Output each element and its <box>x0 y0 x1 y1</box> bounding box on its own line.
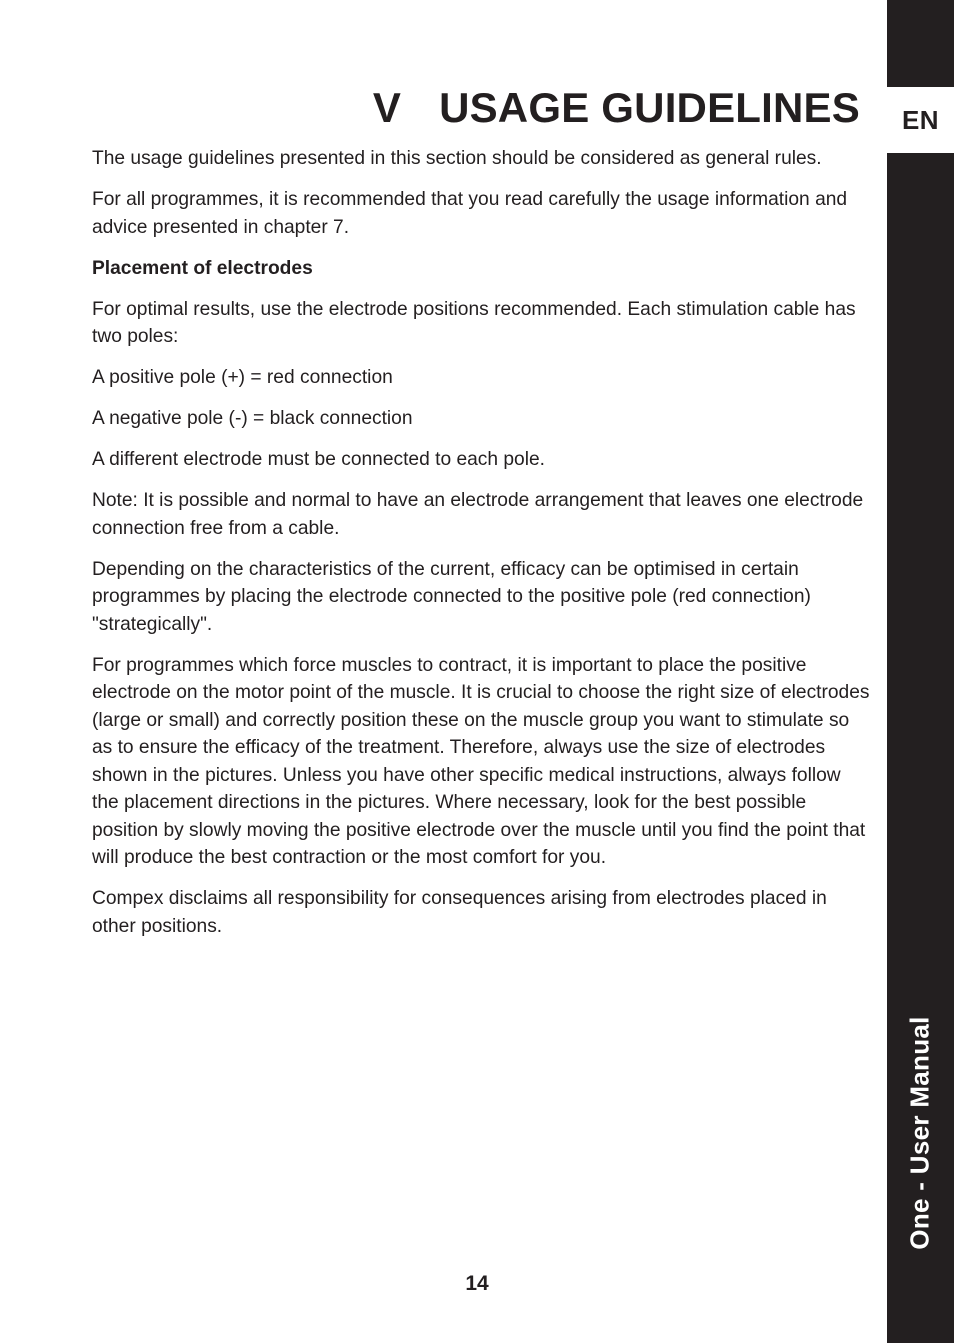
section-number: V <box>372 84 402 131</box>
programmes-note-paragraph: For all programmes, it is recommended that you read carefully the usage information and advice presented in chapter 7. <box>92 189 848 238</box>
language-tab: EN <box>887 87 954 153</box>
subheading-electrode-placement: Placement of electrodes <box>92 257 313 279</box>
paragraph-efficacy: Depending on the characteristics of the current, efficacy can be optimised in certain programmes by placing the electrode connected to the positive pole (red connection) "strategically". <box>92 558 811 635</box>
body-text <box>92 145 870 954</box>
paragraph-muscle-contraction: For programmes which force muscles to contract, it is important to place the positive electrode on the motor point of the muscle. It is crucial to choose the right size of electrodes (large or small) and correctly position these on the muscle group you want to stimulate so as to ensure the efficacy of the treatment. Therefore, always use the size of electrodes shown in the pictures. Unless you have other specific medical instructions, always follow the placement directions in the pictures. Where necessary, look for the best possible position by slowly moving the positive electrode over the muscle until you find the point that will produce the best contraction or the most comfort for you. <box>92 654 870 868</box>
page-number: 14 <box>465 1272 489 1295</box>
paragraph-note: Note: It is possible and normal to have an electrode arrangement that leaves one electrode connection free from a cable. <box>92 490 864 539</box>
paragraph-cable-poles: For optimal results, use the electrode positions recommended. Each stimulation cable has two poles: <box>92 298 856 347</box>
paragraph-disclaimer: Compex disclaims all responsibility for consequences arising from electrodes placed in other positions. <box>92 888 827 937</box>
section-title-text: USAGE GUIDELINES <box>439 84 860 131</box>
manual-title-vertical: One - User Manual <box>904 1016 935 1250</box>
paragraph-different-electrode: A different electrode must be connected to each pole. <box>92 449 545 470</box>
intro-paragraph: The usage guidelines presented in this section should be considered as general rules. <box>92 148 822 169</box>
section-title <box>373 84 860 132</box>
paragraph-negative-pole: A negative pole (-) = black connection <box>92 408 413 429</box>
paragraph-positive-pole: A positive pole (+) = red connection <box>92 367 393 388</box>
